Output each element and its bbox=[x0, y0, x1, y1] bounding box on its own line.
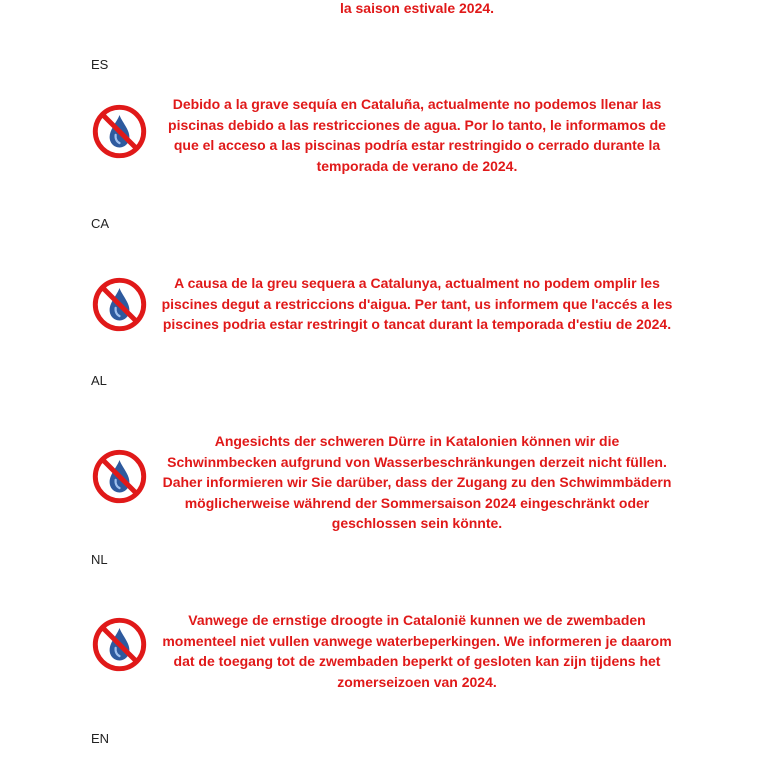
previous-notice-fragment: la saison estivale 2024. bbox=[339, 0, 495, 16]
notice-text-ca: A causa de la greu sequera a Catalunya, actualment no podem omplir les piscines degut a restriccions d'aigua. Per tant, us informem que l'accés a les piscines podria estar restringit o tancat durant la temporada d'estiu de 2024. bbox=[161, 275, 673, 333]
no-water-icon bbox=[92, 617, 147, 672]
notice-text-al: Angesichts der schweren Dürre in Katalonien können wir die Schwinmbecken aufgrund von Wasserbeschränkungen derzeit nicht füllen. Daher informieren wir Sie darüber, dass der Zugang zu den Schwimmbädern möglicherweise während der Sommersaison 2024 eingeschränkt oder geschlossen sein könnte. bbox=[162, 433, 672, 532]
no-water-icon bbox=[92, 277, 147, 332]
no-water-icon bbox=[92, 104, 147, 159]
language-label-en: EN bbox=[91, 731, 110, 746]
notice-text-nl: Vanwege de ernstige droogte in Catalonië kunnen we de zwembaden momenteel niet vullen vanwege waterbeperkingen. We informeren je daarom dat de toegang tot de zwembaden beperkt of gesloten kan zijn tijdens het zomerseizoen van 2024. bbox=[162, 612, 672, 690]
language-label-es: ES bbox=[91, 57, 109, 72]
language-label-al: AL bbox=[91, 373, 107, 388]
notice-text-es: Debido a la grave sequía en Cataluña, actualmente no podemos llenar las piscinas debido a las restricciones de agua. Por lo tanto, le informamos de que el acceso a las piscinas podría estar restringido o cerrado durante la temporada de verano de 2024. bbox=[168, 96, 666, 174]
language-label-nl: NL bbox=[91, 552, 108, 567]
language-label-ca: CA bbox=[91, 216, 110, 231]
no-water-icon bbox=[92, 449, 147, 504]
